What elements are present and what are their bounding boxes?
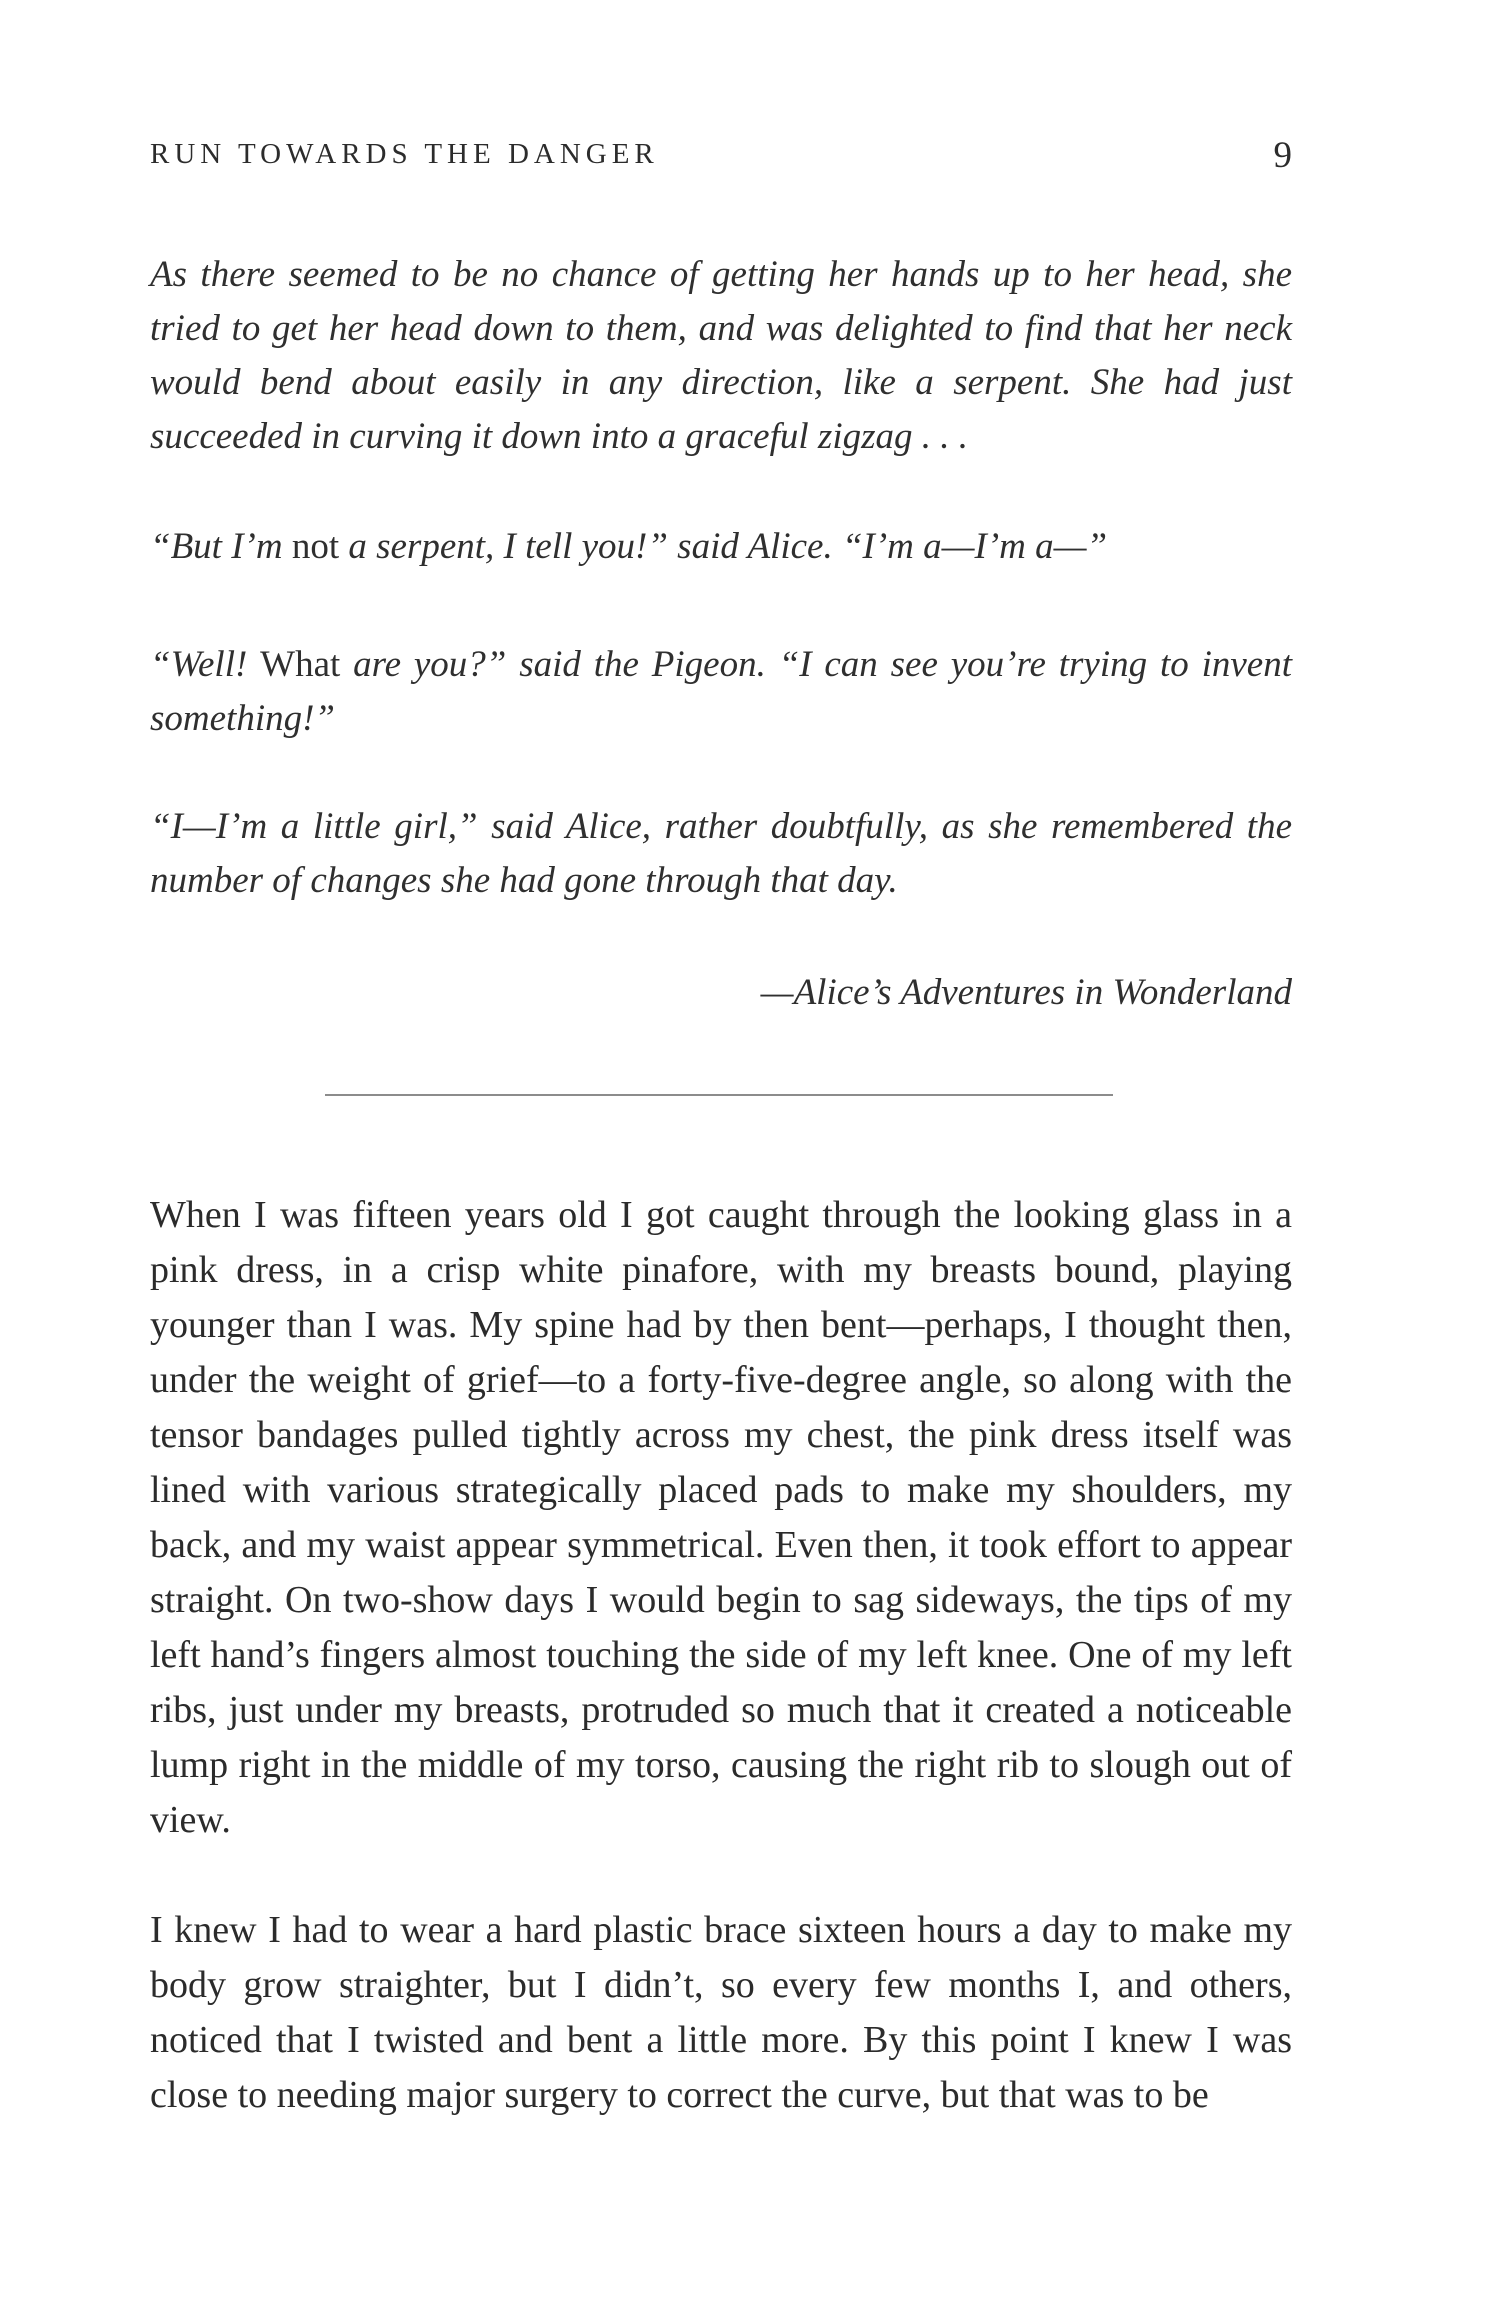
epigraph-text: a serpent, I tell you!” said Alice. “I’m a—I’m a—” bbox=[339, 526, 1108, 567]
epigraph-text: “Well! bbox=[150, 644, 261, 685]
body-text bbox=[150, 1188, 1292, 2123]
section-divider bbox=[325, 1094, 1113, 1096]
epigraph bbox=[150, 248, 1292, 1013]
epigraph-paragraph: “I—I’m a little girl,” said Alice, rather doubtfully, as she remembered the number of changes she had gone through that day. bbox=[150, 806, 1292, 901]
epigraph-paragraph bbox=[150, 638, 1292, 746]
epigraph-paragraph bbox=[150, 520, 1292, 574]
epigraph-text: “But I’m bbox=[150, 526, 292, 567]
emphasis-word: What bbox=[260, 644, 341, 685]
epigraph-paragraph: As there seemed to be no chance of getting her hands up to her head, she tried to get her head down to them, and was delighted to find that her neck would bend about easily in any direction, like a serpent. She had just succeeded in curving it down into a graceful zigzag . . . bbox=[150, 254, 1292, 457]
epigraph-text: are you?” said the Pigeon. “I can see you’re trying to invent something!” bbox=[150, 644, 1292, 739]
running-title: RUN TOWARDS THE DANGER bbox=[150, 138, 659, 170]
epigraph-attribution: —Alice’s Adventures in Wonderland bbox=[760, 972, 1292, 1013]
page-number: 9 bbox=[1273, 135, 1292, 176]
emphasis-word: not bbox=[291, 526, 340, 567]
body-paragraph: I knew I had to wear a hard plastic brace sixteen hours a day to make my body grow straighter, but I didn’t, so every few months I, and others, noticed that I twisted and bent a little more. By this point I knew I was close to needing major surgery to correct the curve, but that was to be bbox=[150, 1909, 1292, 2116]
page-header bbox=[150, 135, 1292, 178]
body-paragraph: When I was fifteen years old I got caught through the looking glass in a pink dress, in a crisp white pinafore, with my breasts bound, playing younger than I was. My spine had by then bent—perhaps, I thought then, under the weight of grief—to a forty-five-degree angle, so along with the tensor bandages pulled tightly across my chest, the pink dress itself was lined with various strategically placed pads to make my shoulders, my back, and my waist appear symmetrical. Even then, it took effort to appear straight. On two-show days I would begin to sag sideways, the tips of my left hand’s fingers almost touching the side of my left knee. One of my left ribs, just under my breasts, protruded so much that it created a noticeable lump right in the middle of my torso, causing the right rib to slough out of view. bbox=[150, 1194, 1292, 1841]
